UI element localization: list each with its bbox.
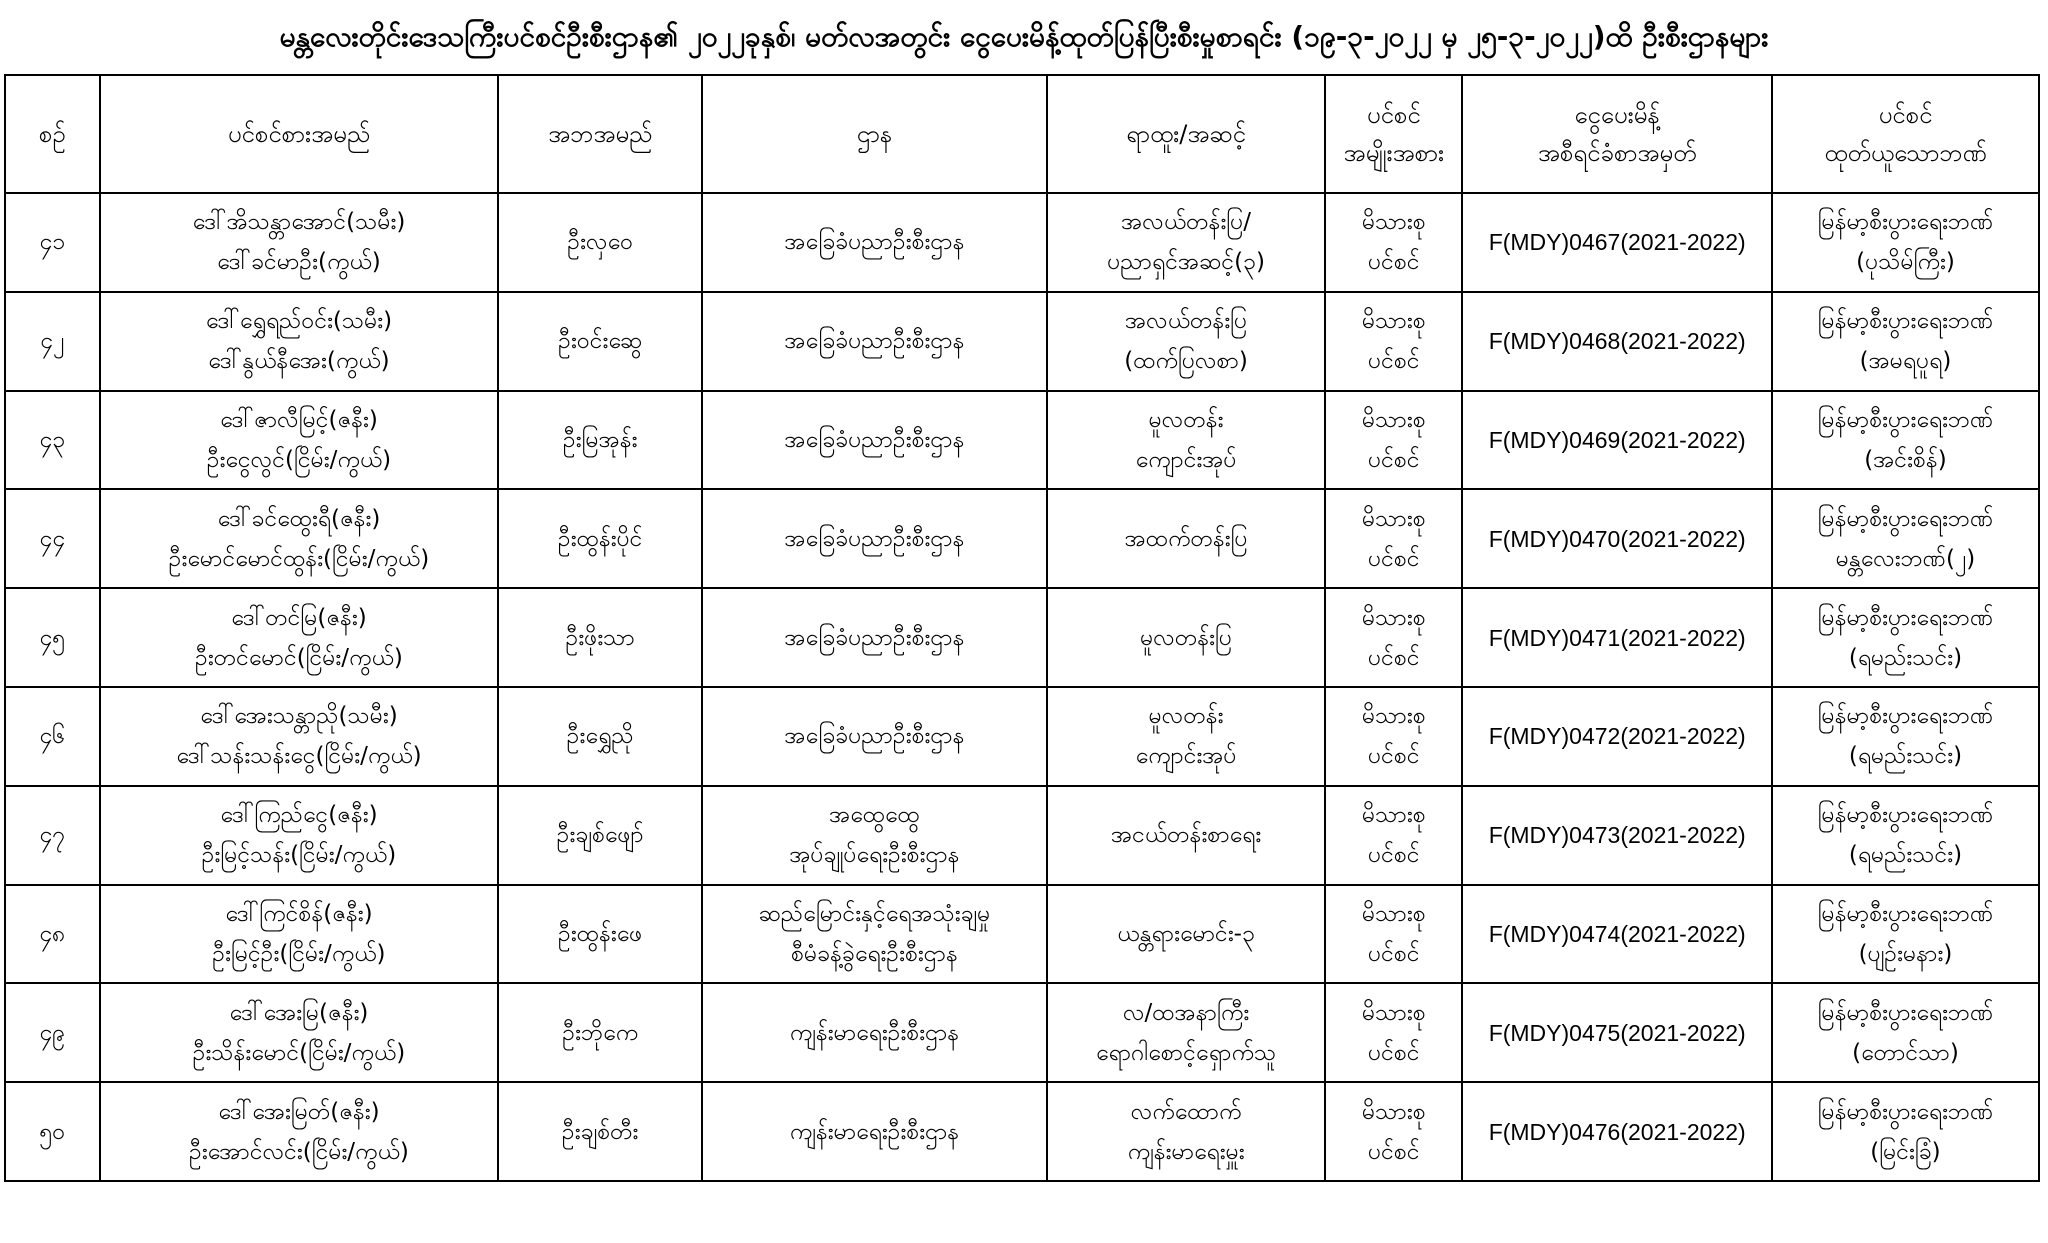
pension-type-cell (1325, 489, 1462, 588)
row-number-cell: ၄၈ (5, 885, 100, 984)
cell-line: (ရမည်းသင်း) (1848, 743, 1963, 770)
cell-line: ဦးငွေလွင်(ငြိမ်း/ကွယ်) (206, 446, 392, 473)
cell-line: ဒေါ်အေးမြ(ဇနီး) (229, 999, 369, 1026)
bank-cell (1772, 786, 2039, 885)
header-line: ပင်စင်စားအမည် (227, 120, 371, 148)
row-number-cell: ၄၉ (5, 983, 100, 1082)
table-row (5, 292, 2039, 391)
rank-cell (1047, 885, 1325, 984)
table-row (5, 391, 2039, 490)
cell-line: ပင်စင် (1368, 743, 1420, 770)
cell-line: ပင်စင် (1368, 249, 1420, 276)
report-number-cell: F(MDY)0470(2021-2022) (1462, 489, 1772, 588)
pension-type-cell (1325, 885, 1462, 984)
header-rank (1047, 75, 1325, 193)
cell-line: မိသားစု (1362, 406, 1426, 433)
report-number-cell: F(MDY)0476(2021-2022) (1462, 1082, 1772, 1181)
cell-line: ဒေါ်ကြည်ငွေ(ဇနီး) (220, 802, 378, 829)
cell-line: အငယ်တန်းစာရေး (1110, 822, 1262, 849)
department-cell (702, 489, 1047, 588)
cell-line: လက်ထောက် (1130, 1098, 1242, 1125)
cell-line: အထွေထွေ (829, 802, 920, 829)
cell-line: (ထက်ပြလစာ) (1124, 348, 1248, 375)
cell-line: ဦးမောင်မောင်ထွန်း(ငြိမ်း/ကွယ်) (168, 545, 430, 572)
cell-line: ဦးသိန်းမောင်(ငြိမ်း/ကွယ်) (192, 1039, 406, 1066)
pensioner-name-cell (100, 1082, 499, 1181)
pensioner-name-cell (100, 588, 499, 687)
cell-line: မိသားစု (1362, 505, 1426, 532)
cell-line: အခြေခံပညာဦးစီးဌာန (784, 624, 965, 651)
cell-line: မြန်မာ့စီးပွားရေးဘဏ် (1817, 505, 1994, 532)
header-line: စဉ် (38, 120, 66, 148)
cell-line: ဒေါ်ခင်ထွေးရီ(ဇနီး) (217, 505, 381, 532)
cell-line: အခြေခံပညာဦးစီးဌာန (784, 229, 965, 256)
bank-cell (1772, 1082, 2039, 1181)
header-father-name (498, 75, 702, 193)
cell-line: အခြေခံပညာဦးစီးဌာန (784, 525, 965, 552)
header-line: ဌာန (856, 120, 893, 148)
header-line: ရာထူး/အဆင့် (1126, 120, 1246, 148)
rank-cell (1047, 983, 1325, 1082)
report-number-cell: F(MDY)0472(2021-2022) (1462, 687, 1772, 786)
cell-line: ဒေါ်ခင်မာဦး(ကွယ်) (217, 249, 381, 276)
cell-line: မြန်မာ့စီးပွားရေးဘဏ် (1817, 999, 1994, 1026)
cell-line: ပင်စင် (1368, 348, 1420, 375)
header-pension-type (1325, 75, 1462, 193)
pension-type-cell (1325, 193, 1462, 292)
bank-cell (1772, 292, 2039, 391)
table-row (5, 193, 2039, 292)
cell-line: ပင်စင် (1368, 446, 1420, 473)
cell-line: မြန်မာ့စီးပွားရေးဘဏ် (1817, 308, 1994, 335)
table-row (5, 588, 2039, 687)
header-line: ပင်စင် (1878, 101, 1933, 129)
cell-line: အခြေခံပညာဦးစီးဌာန (784, 328, 965, 355)
bank-cell (1772, 983, 2039, 1082)
cell-line: စီမံခန့်ခွဲရေးဦးစီးဌာန (791, 940, 958, 967)
header-line: အဘအမည် (548, 120, 653, 148)
cell-line: ဒေါ်အိသန္တာအောင်(သမီး) (192, 209, 406, 236)
department-cell (702, 983, 1047, 1082)
rank-cell (1047, 588, 1325, 687)
cell-line: ဒေါ်ဇာလီမြင့်(ဇနီး) (220, 406, 378, 433)
cell-line: (ပုသိမ်ကြီး) (1856, 249, 1955, 276)
table-row (5, 1082, 2039, 1181)
table-body (5, 193, 2039, 1181)
report-number-cell: F(MDY)0468(2021-2022) (1462, 292, 1772, 391)
pensioner-name-cell (100, 292, 499, 391)
department-cell (702, 687, 1047, 786)
cell-line: မိသားစု (1362, 209, 1426, 236)
row-number-cell: ၄၃ (5, 391, 100, 490)
cell-line: မူလတန်း (1148, 406, 1224, 433)
cell-line: အလယ်တန်းပြ (1125, 308, 1248, 335)
cell-line: မိသားစု (1362, 1098, 1426, 1125)
row-number-cell: ၄၆ (5, 687, 100, 786)
row-number-cell: ၄၂ (5, 292, 100, 391)
cell-line: (တောင်သာ) (1852, 1039, 1959, 1066)
cell-line: ဒေါ်ကြင်စိန်(ဇနီး) (225, 900, 373, 927)
cell-line: မိသားစု (1362, 802, 1426, 829)
cell-line: (ပျဉ်းမနား) (1858, 940, 1953, 967)
cell-line: အလယ်တန်းပြ/ (1121, 209, 1252, 236)
cell-line: ကျောင်းအုပ် (1135, 446, 1237, 473)
cell-line: ပင်စင် (1368, 940, 1420, 967)
bank-cell (1772, 391, 2039, 490)
header-line: အစီရင်ခံစာအမှတ် (1537, 139, 1697, 167)
report-number-cell: F(MDY)0471(2021-2022) (1462, 588, 1772, 687)
cell-line: လ/ထအနာကြီး (1122, 999, 1250, 1026)
cell-line: မြန်မာ့စီးပွားရေးဘဏ် (1817, 1098, 1994, 1125)
father-name-cell: ဦးထွန်းပိုင် (498, 489, 702, 588)
cell-line: ယန္တရားမောင်း-၃ (1117, 920, 1255, 947)
pensioner-name-cell (100, 391, 499, 490)
father-name-cell: ဦးဖိုးသာ (498, 588, 702, 687)
pension-type-cell (1325, 786, 1462, 885)
header-department (702, 75, 1047, 193)
cell-line: ဒေါ်အေးသန္တာညို(သမီး) (200, 703, 398, 730)
cell-line: ဦးအောင်လင်း(ငြိမ်း/ကွယ်) (189, 1138, 409, 1165)
department-cell (702, 292, 1047, 391)
row-number-cell: ၅၀ (5, 1082, 100, 1181)
cell-line: မန္တလေးဘဏ်(၂) (1835, 545, 1976, 572)
department-cell (702, 1082, 1047, 1181)
page-title: မန္တလေးတိုင်းဒေသကြီးပင်စင်ဦးစီးဌာန၏ ၂၀၂၂ခုနှစ်၊ မတ်လအတွင်း ငွေပေးမိန့်ထုတ်ပြန်ပြီးစီးမှုစာရင်း (၁၉-၃-၂၀၂၂ မှ ၂၅-၃-၂၀၂၂)ထိ ဦးစီးဌာနများ (279, 20, 1769, 53)
cell-line: အခြေခံပညာဦးစီးဌာန (784, 723, 965, 750)
cell-line: ပင်စင် (1368, 1138, 1420, 1165)
department-cell (702, 391, 1047, 490)
cell-line: ပညာရှင်အဆင့်(၃) (1107, 249, 1265, 276)
cell-line: ဦးတင်မောင်(ငြိမ်း/ကွယ်) (195, 644, 403, 671)
header-pensioner-name (100, 75, 499, 193)
rank-cell (1047, 391, 1325, 490)
father-name-cell: ဦးဝင်းဆွေ (498, 292, 702, 391)
pension-type-cell (1325, 1082, 1462, 1181)
report-number-cell: F(MDY)0474(2021-2022) (1462, 885, 1772, 984)
cell-line: ကျောင်းအုပ် (1135, 743, 1237, 770)
bank-cell (1772, 885, 2039, 984)
table-row (5, 885, 2039, 984)
rank-cell (1047, 489, 1325, 588)
pensioner-name-cell (100, 885, 499, 984)
cell-line: မြန်မာ့စီးပွားရေးဘဏ် (1817, 604, 1994, 631)
pension-type-cell (1325, 588, 1462, 687)
table-row (5, 687, 2039, 786)
report-number-cell: F(MDY)0475(2021-2022) (1462, 983, 1772, 1082)
pension-type-cell (1325, 292, 1462, 391)
cell-line: ပင်စင် (1368, 644, 1420, 671)
cell-line: ကျန်းမာရေးမှူး (1127, 1138, 1245, 1165)
pensioner-name-cell (100, 786, 499, 885)
bank-cell (1772, 588, 2039, 687)
pension-type-cell (1325, 391, 1462, 490)
father-name-cell: ဦးဘိုကေ (498, 983, 702, 1082)
cell-line: ဒေါ်တင်မြ(ဇနီး) (231, 604, 367, 631)
cell-line: အခြေခံပညာဦးစီးဌာန (784, 426, 965, 453)
header-bank (1772, 75, 2039, 193)
pension-type-cell (1325, 983, 1462, 1082)
cell-line: ကျန်းမာရေးဦးစီးဌာန (789, 1118, 960, 1145)
header-row (5, 75, 2039, 193)
rank-cell (1047, 292, 1325, 391)
cell-line: မိသားစု (1362, 308, 1426, 335)
cell-line: မိသားစု (1362, 703, 1426, 730)
rank-cell (1047, 786, 1325, 885)
cell-line: မြန်မာ့စီးပွားရေးဘဏ် (1817, 209, 1994, 236)
cell-line: (အင်းစိန်) (1864, 446, 1947, 473)
cell-line: မိသားစု (1362, 999, 1426, 1026)
father-name-cell: ဦးမြအုန်း (498, 391, 702, 490)
father-name-cell: ဦးလှဝေ (498, 193, 702, 292)
father-name-cell: ဦးချစ်ဖျော် (498, 786, 702, 885)
header-line: ငွေပေးမိန့် (1574, 101, 1660, 129)
cell-line: မိသားစု (1362, 900, 1426, 927)
pensioner-name-cell (100, 193, 499, 292)
cell-line: ပင်စင် (1368, 1039, 1420, 1066)
bank-cell (1772, 489, 2039, 588)
cell-line: ဒေါ်အေးမြတ်(ဇနီး) (218, 1098, 380, 1125)
pensioner-name-cell (100, 983, 499, 1082)
father-name-cell: ဦးထွန်းဖေ (498, 885, 702, 984)
row-number-cell: ၄၇ (5, 786, 100, 885)
cell-line: အထက်တန်းပြ (1124, 525, 1248, 552)
cell-line: မြန်မာ့စီးပွားရေးဘဏ် (1817, 802, 1994, 829)
cell-line: မူလတန်း (1148, 703, 1224, 730)
cell-line: မူလတန်းပြ (1140, 624, 1232, 651)
department-cell (702, 193, 1047, 292)
table-row (5, 786, 2039, 885)
table-row (5, 983, 2039, 1082)
header-line: အမျိုးအစား (1343, 139, 1445, 167)
cell-line: (ရမည်းသင်း) (1848, 644, 1963, 671)
pension-type-cell (1325, 687, 1462, 786)
department-cell (702, 885, 1047, 984)
cell-line: (ရမည်းသင်း) (1848, 842, 1963, 869)
report-number-cell: F(MDY)0469(2021-2022) (1462, 391, 1772, 490)
table-row (5, 489, 2039, 588)
pensioner-name-cell (100, 687, 499, 786)
rank-cell (1047, 193, 1325, 292)
row-number-cell: ၄၁ (5, 193, 100, 292)
cell-line: မိသားစု (1362, 604, 1426, 631)
cell-line: (အမရပူရ) (1859, 348, 1952, 375)
cell-line: ပင်စင် (1368, 842, 1420, 869)
row-number-cell: ၄၅ (5, 588, 100, 687)
bank-cell (1772, 193, 2039, 292)
cell-line: မြန်မာ့စီးပွားရေးဘဏ် (1817, 406, 1994, 433)
cell-line: ဆည်မြောင်းနှင့်ရေအသုံးချမှု (758, 900, 991, 927)
rank-cell (1047, 687, 1325, 786)
header-line: ထုတ်ယူသောဘဏ် (1824, 139, 1987, 167)
rank-cell (1047, 1082, 1325, 1181)
bank-cell (1772, 687, 2039, 786)
department-cell (702, 588, 1047, 687)
pensioner-name-cell (100, 489, 499, 588)
department-cell (702, 786, 1047, 885)
cell-line: ဒေါ်သန်းသန်းငွေ(ငြိမ်း/ကွယ်) (176, 743, 422, 770)
father-name-cell: ဦးချစ်တီး (498, 1082, 702, 1181)
cell-line: ဒေါ်ရွှေရည်ဝင်း(သမီး) (205, 308, 393, 335)
cell-line: ဒေါ်နွယ်နီအေး(ကွယ်) (208, 348, 390, 375)
header-no (5, 75, 100, 193)
pension-table (4, 74, 2040, 1182)
cell-line: ရောဂါစောင့်ရှောက်သူ (1095, 1039, 1277, 1066)
cell-line: မြန်မာ့စီးပွားရေးဘဏ် (1817, 703, 1994, 730)
cell-line: ပင်စင် (1368, 545, 1420, 572)
header-report-number (1462, 75, 1772, 193)
header-line: ပင်စင် (1366, 101, 1421, 129)
report-number-cell: F(MDY)0467(2021-2022) (1462, 193, 1772, 292)
table-header (5, 75, 2039, 193)
father-name-cell: ဦးရွှေညို (498, 687, 702, 786)
cell-line: (မြင်းခြံ) (1870, 1138, 1941, 1165)
cell-line: ဦးမြင့်သန်း(ငြိမ်း/ကွယ်) (201, 842, 397, 869)
cell-line: မြန်မာ့စီးပွားရေးဘဏ် (1817, 900, 1994, 927)
cell-line: ဦးမြင့်ဦး(ငြိမ်း/ကွယ်) (212, 940, 386, 967)
cell-line: အုပ်ချုပ်ရေးဦးစီးဌာန (789, 842, 960, 869)
report-number-cell: F(MDY)0473(2021-2022) (1462, 786, 1772, 885)
row-number-cell: ၄၄ (5, 489, 100, 588)
cell-line: ကျန်းမာရေးဦးစီးဌာန (789, 1019, 960, 1046)
